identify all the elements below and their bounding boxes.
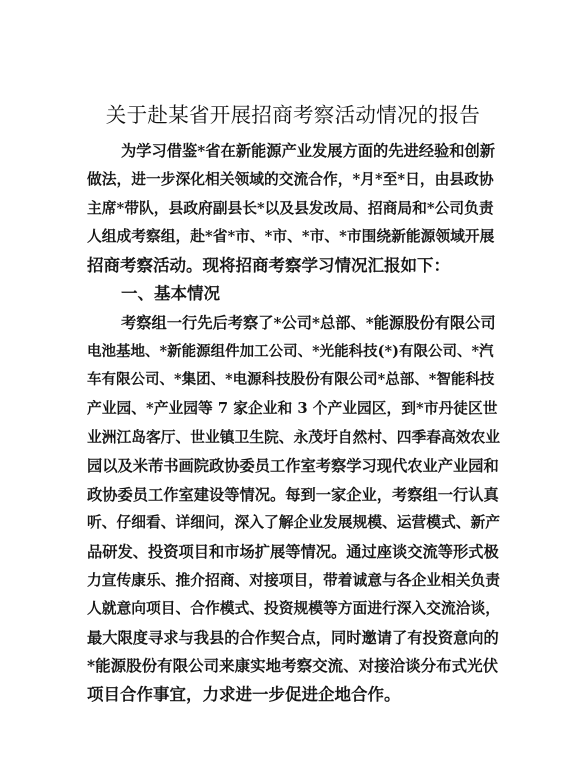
intro-line: 主席*带队，县政府副县长*以及县发改局、招商局和*公司负责 <box>87 200 494 217</box>
document-title: 关于赴某省开展招商考察活动情况的报告 <box>105 103 481 127</box>
body-line: 业洲江岛客厅、世业镇卫生院、永茂圩自然村、四季春高效农业 <box>87 429 500 446</box>
body-line: 考察组一行先后考察了*公司*总部、*能源股份有限公司 <box>121 314 496 332</box>
body-line: 品研发、投资项目和市场扩展等情况。通过座谈交流等形式极 <box>87 543 499 561</box>
body-line: 园以及米芾书画院政协委员工作室考察学习现代农业产业园和 <box>87 457 499 475</box>
body-line: 听、仔细看、详细问，深入了解企业发展规模、运营模式、新产 <box>87 514 500 531</box>
body-line: *能源股份有限公司来康实地考察交流、对接洽谈分布式光伏 <box>87 656 499 675</box>
body-line: 项目合作事宜，力求进一步促进企地合作。 <box>87 685 401 704</box>
body-line: 人就意向项目、合作模式、投资规模等方面进行深入交流洽谈， <box>87 600 500 617</box>
body-line: 政协委员工作室建设等情况。每到一家企业，考察组一行认真 <box>87 486 499 504</box>
intro-line: 人组成考察组，赴*省*市、*市、*市、*市围绕新能源领域开展 <box>87 228 495 245</box>
intro-line: 招商考察活动。现将招商考察学习情况汇报如下： <box>87 256 450 275</box>
body-line: 最大限度寻求与我县的合作契合点，同时邀请了有投资意向的 <box>87 629 499 647</box>
body-line: 产业园、*产业园等 7 家企业和 3 个产业园区，到*市丹徒区世 <box>87 400 498 417</box>
body-line: 电池基地、*新能源组件加工公司、*光能科技(*)有限公司、*汽 <box>87 343 494 360</box>
intro-line: 为学习借鉴*省在新能源产业发展方面的先进经验和创新 <box>121 142 495 160</box>
section-heading: 一、基本情况 <box>121 284 220 303</box>
intro-line: 做法，进一步深化相关领域的交流合作，*月*至*日，由县政协 <box>87 171 494 188</box>
body-line: 车有限公司、*集团、*电源科技股份有限公司*总部、*智能科技 <box>87 371 495 388</box>
body-line: 力宣传康乐、推介招商、对接项目，带着诚意与各企业相关负责 <box>87 572 500 589</box>
